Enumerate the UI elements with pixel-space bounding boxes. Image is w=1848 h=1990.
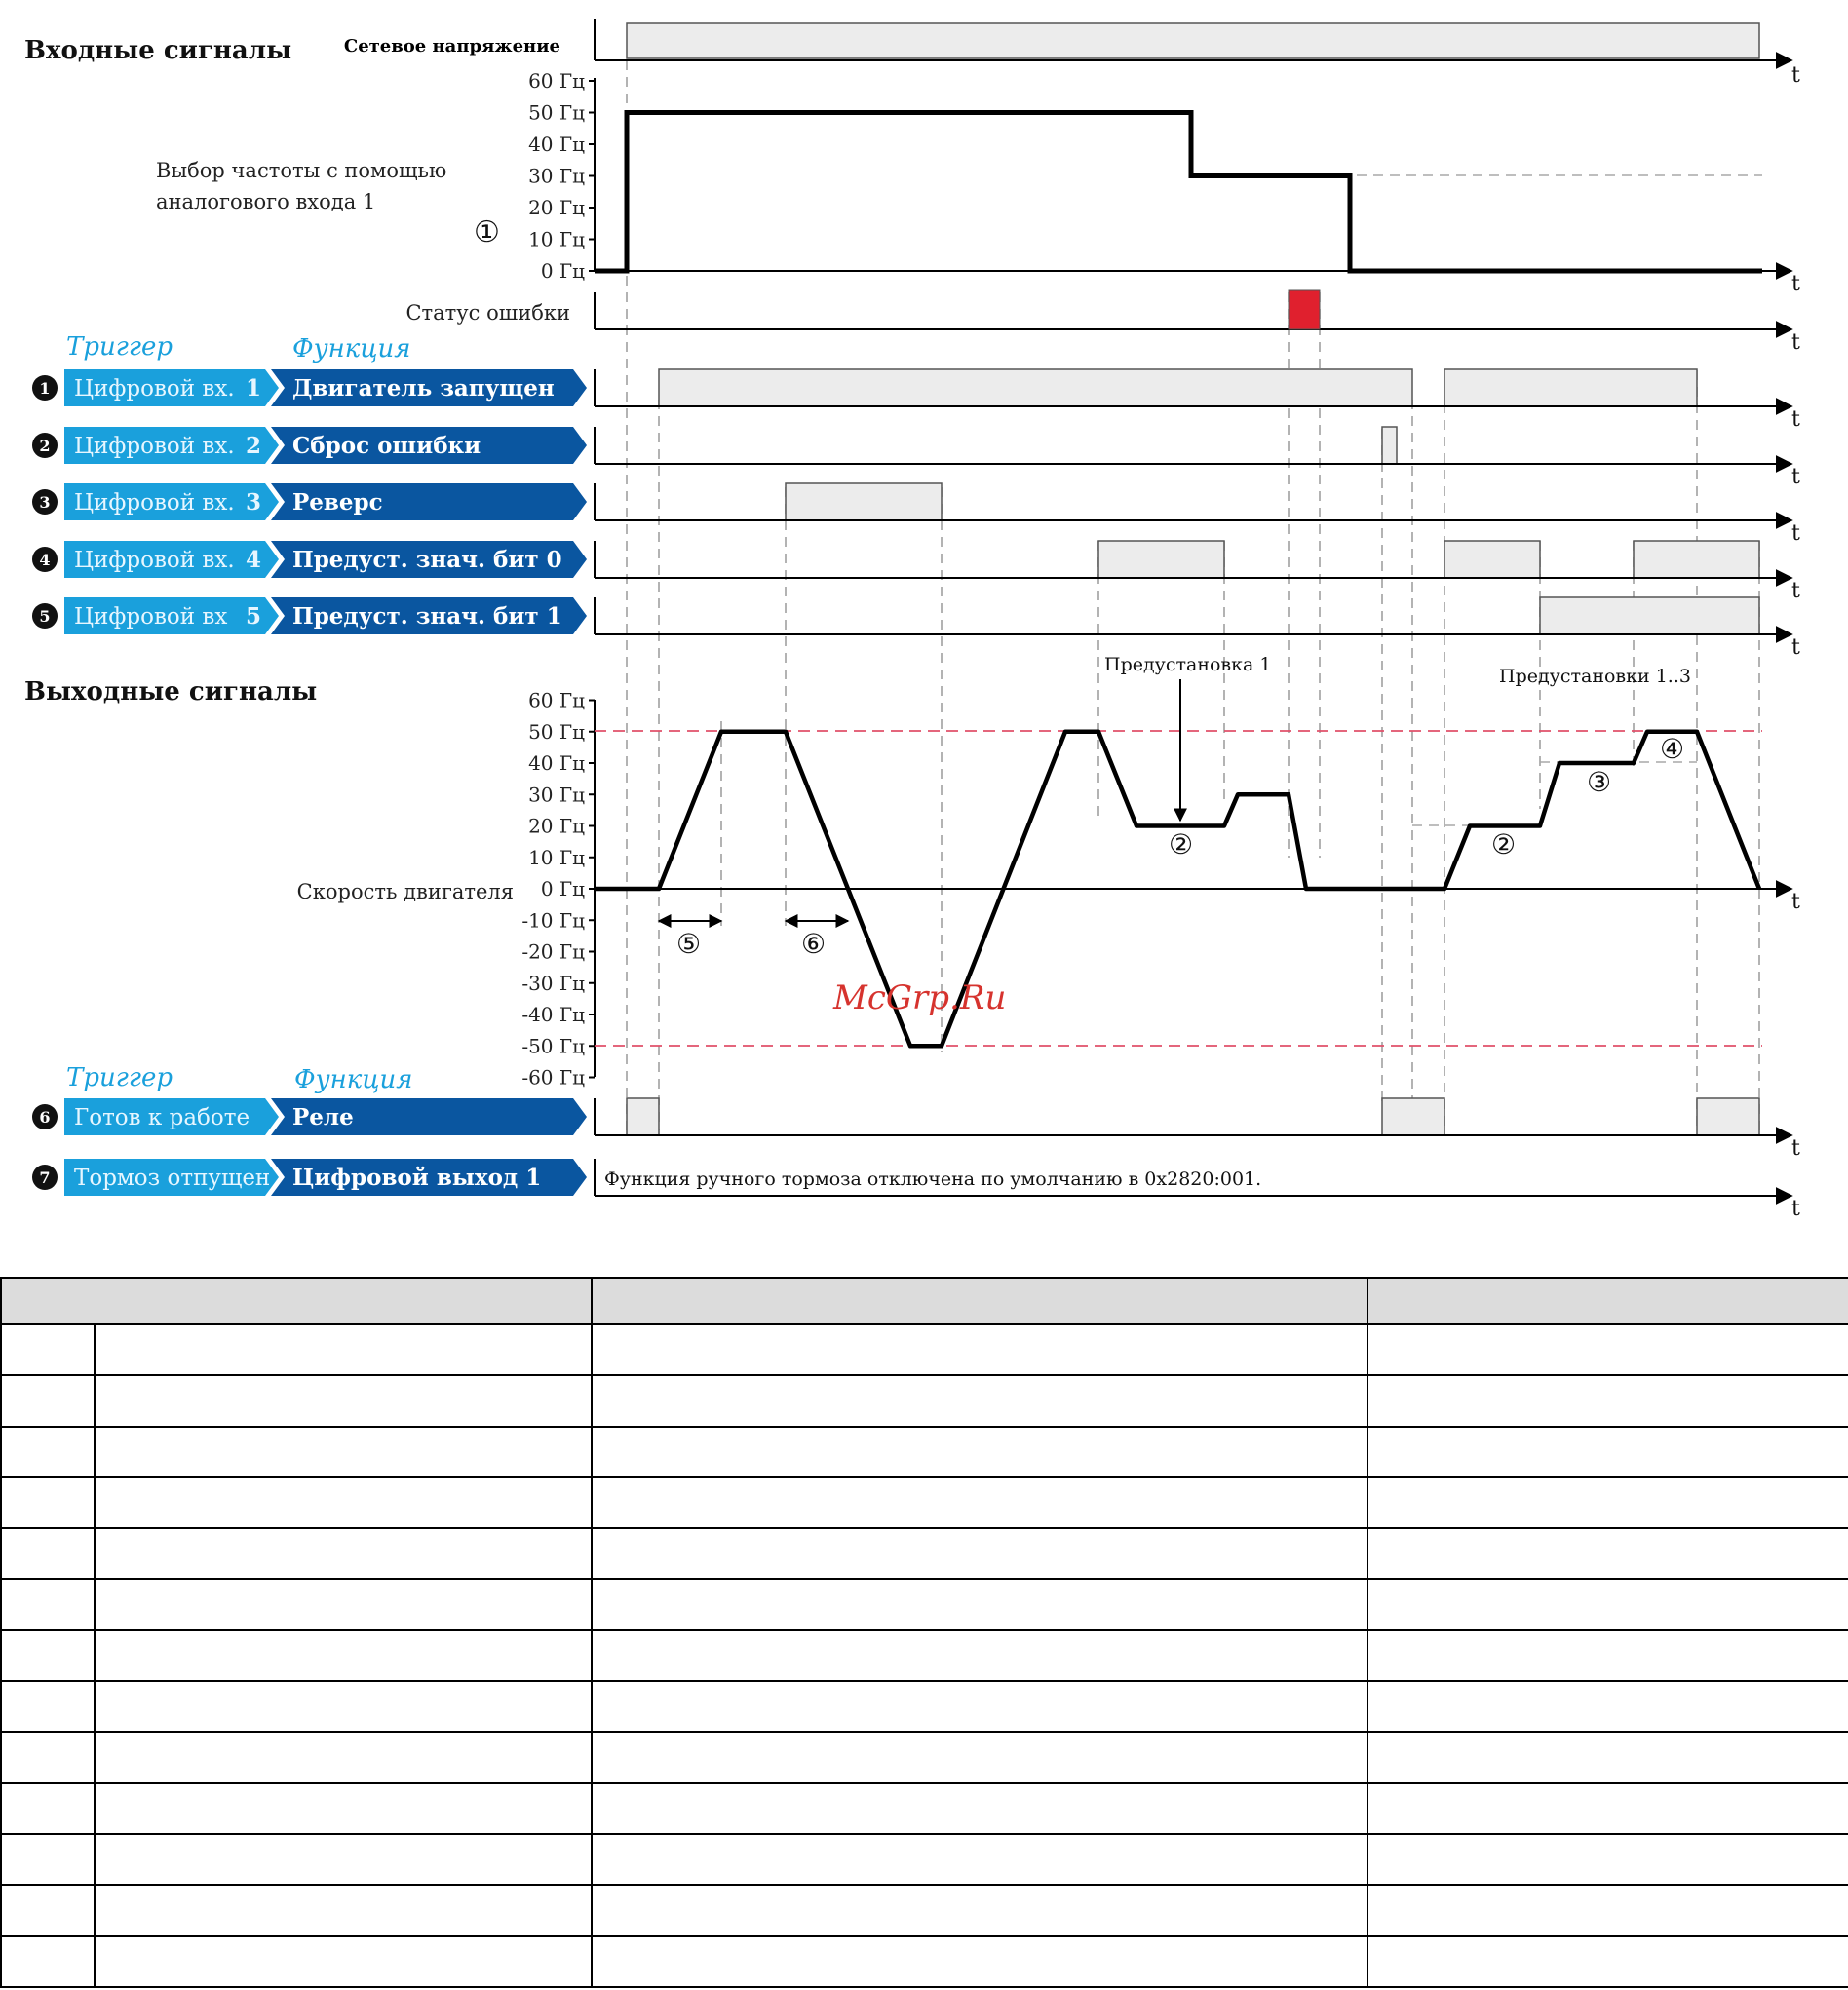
legend-table-cell — [592, 1528, 1367, 1579]
freq-tick-label: 0 Гц — [540, 259, 585, 283]
legend-table-cell — [95, 1834, 592, 1885]
legend-header-cell — [1, 1278, 592, 1324]
input-freq-ticks — [528, 69, 595, 283]
row-number: 2 — [39, 437, 51, 455]
time-axis-label: t — [1791, 579, 1800, 603]
legend-table-cell — [1367, 1579, 1848, 1629]
motor-speed-label: Скорость двигателя — [296, 880, 514, 903]
legend-table-cell — [95, 1528, 592, 1579]
legend-table-header — [1, 1278, 1848, 1324]
speed-tick-label: -20 Гц — [521, 939, 585, 964]
legend-table-cell — [95, 1936, 592, 1987]
trigger-label: Цифровой вх. — [74, 434, 235, 459]
output-row-6 — [32, 1098, 1800, 1161]
speed-tick-label: -30 Гц — [521, 971, 585, 995]
time-axis-label: t — [1791, 63, 1800, 88]
trigger-index: 1 — [246, 375, 262, 402]
signal-pulse — [1382, 427, 1397, 464]
function-label: Цифровой выход 1 — [292, 1165, 542, 1191]
legend-table-cell — [1367, 1427, 1848, 1477]
function-label: Предуст. знач. бит 0 — [292, 547, 562, 573]
error-pulse — [1289, 290, 1320, 329]
legend-table-cell — [95, 1681, 592, 1732]
legend-table — [0, 1277, 1848, 1988]
digital-input-row-4 — [32, 541, 1800, 603]
legend-table-cell — [1367, 1681, 1848, 1732]
mains-signal — [595, 19, 1800, 88]
legend-table-cell — [95, 1579, 592, 1629]
outputs-header: Выходные сигналы — [24, 677, 318, 707]
trigger-index: 3 — [246, 489, 262, 516]
freq-tick-label: 50 Гц — [528, 100, 585, 125]
trigger-label: Цифровой вх — [74, 604, 228, 630]
svg-text:⑤: ⑤ — [676, 928, 702, 960]
legend-table-cell — [1367, 1477, 1848, 1528]
legend-table-row — [1, 1477, 1848, 1528]
digital-input-rows — [32, 369, 1800, 660]
digital-input-row-1 — [32, 369, 1800, 432]
legend-table-row — [1, 1732, 1848, 1782]
legend-table-cell — [1, 1834, 95, 1885]
svg-text:t: t — [1791, 272, 1800, 296]
legend-table-cell — [95, 1324, 592, 1375]
function-label: Реверс — [292, 489, 383, 516]
legend-table-row — [1, 1834, 1848, 1885]
watermark: McGrp.Ru — [833, 978, 1007, 1017]
trigger-index: 2 — [246, 433, 262, 459]
trigger-header-output: Триггер — [66, 1063, 173, 1092]
legend-table-cell — [592, 1732, 1367, 1782]
inputs-header: Входные сигналы — [24, 36, 292, 65]
freq-tick-label: 60 Гц — [528, 69, 585, 93]
speed-tick-label: 60 Гц — [528, 688, 585, 712]
legend-table-cell — [1, 1324, 95, 1375]
signal-pulse — [1444, 369, 1697, 406]
signal-pulse — [659, 369, 1412, 406]
row-number: 5 — [39, 607, 51, 626]
function-header: Функция — [292, 334, 411, 364]
signal-pulse — [627, 1098, 659, 1135]
time-axis-label: t — [1791, 521, 1800, 546]
legend-table-cell — [592, 1579, 1367, 1629]
legend-table-cell — [592, 1885, 1367, 1935]
speed-tick-label: 40 Гц — [528, 751, 585, 775]
time-axis-label: t — [1791, 465, 1800, 489]
legend-table-cell — [95, 1885, 592, 1935]
freq-tick-label: 10 Гц — [528, 227, 585, 251]
speed-tick-label: -10 Гц — [521, 908, 585, 933]
row-number: 4 — [39, 551, 51, 569]
digital-input-row-2 — [32, 427, 1800, 489]
legend-table-row — [1, 1375, 1848, 1426]
legend-table-cell — [1, 1732, 95, 1782]
legend-table-cell — [1367, 1885, 1848, 1935]
legend-table-cell — [592, 1324, 1367, 1375]
error-status-label: Статус ошибки — [405, 301, 570, 325]
legend-table-cell — [1, 1630, 95, 1681]
function-label: Двигатель запущен — [292, 375, 555, 402]
row-number: 7 — [39, 1168, 51, 1187]
legend-table-row — [1, 1783, 1848, 1834]
legend-table-cell — [1, 1783, 95, 1834]
svg-text:⑥: ⑥ — [801, 928, 827, 960]
timing-guides — [627, 60, 1759, 1130]
legend-table-row — [1, 1528, 1848, 1579]
signal-pulse — [1444, 541, 1540, 578]
speed-tick-label: 20 Гц — [528, 814, 585, 838]
trigger-label: Готов к работе — [74, 1105, 250, 1130]
error-status-axis — [595, 292, 1800, 355]
legend-table-cell — [1, 1936, 95, 1987]
legend-table-cell — [95, 1630, 592, 1681]
output-rows — [32, 1098, 1800, 1221]
legend-table-cell — [95, 1477, 592, 1528]
legend-table-cell — [1, 1681, 95, 1732]
row-number: 3 — [39, 493, 51, 512]
svg-text:t: t — [1791, 890, 1800, 914]
legend-table-cell — [1, 1477, 95, 1528]
function-label: Сброс ошибки — [292, 433, 481, 459]
legend-table-cell — [592, 1936, 1367, 1987]
trigger-label: Цифровой вх. — [74, 490, 235, 516]
legend-table-cell — [592, 1477, 1367, 1528]
speed-tick-label: 0 Гц — [540, 877, 585, 900]
legend-table-row — [1, 1427, 1848, 1477]
legend-table-cell — [1367, 1732, 1848, 1782]
legend-table-cell — [1367, 1783, 1848, 1834]
legend-table-row — [1, 1324, 1848, 1375]
legend-table-cell — [1, 1375, 95, 1426]
signal-pulse — [1697, 1098, 1759, 1135]
accel-time-marker — [659, 921, 721, 960]
legend-table-cell — [1367, 1324, 1848, 1375]
signal-pulse — [1382, 1098, 1444, 1135]
time-axis-label: t — [1791, 1197, 1800, 1221]
digital-input-row-5 — [32, 597, 1800, 660]
circled-marker-2b: ② — [1491, 828, 1517, 861]
speed-tick-label: 50 Гц — [528, 719, 585, 744]
legend-table-cell — [592, 1834, 1367, 1885]
brake-note: Функция ручного тормоза отключена по умолчанию в 0x2820:001. — [604, 1168, 1262, 1190]
trigger-index: 5 — [246, 603, 262, 630]
presets13-annotation: Предустановки 1..3 — [1499, 666, 1691, 687]
svg-text:t: t — [1791, 330, 1800, 355]
circled-marker-1: ① — [474, 215, 500, 249]
preset1-annotation: Предустановка 1 — [1104, 654, 1272, 675]
legend-table-row — [1, 1936, 1848, 1987]
decel-time-marker — [786, 921, 848, 960]
freq-select-label-line2: аналогового входа 1 — [156, 190, 376, 213]
legend-table-cell — [592, 1375, 1367, 1426]
freq-tick-label: 30 Гц — [528, 164, 585, 188]
row-number: 1 — [39, 379, 51, 398]
legend-header-cell — [592, 1278, 1367, 1324]
legend-table-cell — [1367, 1630, 1848, 1681]
digital-input-row-3 — [32, 483, 1800, 546]
speed-ticks — [521, 689, 595, 1090]
legend-table-row — [1, 1579, 1848, 1629]
signal-pulse — [1634, 541, 1759, 578]
legend-table-row — [1, 1885, 1848, 1935]
speed-tick-label: -60 Гц — [521, 1065, 585, 1090]
signal-pulse — [1098, 541, 1224, 578]
legend-table-cell — [1, 1885, 95, 1935]
trigger-label: Цифровой вх. — [74, 376, 235, 402]
legend-table-cell — [592, 1681, 1367, 1732]
legend-table-cell — [1, 1528, 95, 1579]
legend-table-cell — [1, 1579, 95, 1629]
freq-select-label-line1: Выбор частоты с помощью — [156, 159, 447, 182]
circled-marker-4: ④ — [1660, 733, 1685, 765]
function-header-output: Функция — [294, 1065, 413, 1094]
legend-table-cell — [592, 1630, 1367, 1681]
circled-marker-3: ③ — [1587, 766, 1612, 798]
legend-table-cell — [1367, 1834, 1848, 1885]
speed-tick-label: -40 Гц — [521, 1003, 585, 1026]
legend-table-cell — [1367, 1375, 1848, 1426]
trigger-label: Цифровой вх. — [74, 548, 235, 573]
trigger-label: Тормоз отпущен — [74, 1166, 271, 1191]
freq-tick-label: 40 Гц — [528, 133, 585, 156]
trigger-index: 4 — [246, 547, 262, 573]
function-label: Предуст. знач. бит 1 — [292, 603, 562, 630]
legend-table-cell — [1, 1427, 95, 1477]
signal-pulse — [1540, 597, 1759, 634]
legend-table-cell — [1367, 1528, 1848, 1579]
freq-select-curve — [595, 113, 1762, 272]
row-number: 6 — [39, 1108, 51, 1127]
speed-tick-label: 10 Гц — [528, 845, 585, 869]
trigger-header: Триггер — [66, 332, 173, 362]
legend-table-cell — [592, 1783, 1367, 1834]
circled-marker-2a: ② — [1169, 828, 1194, 861]
speed-tick-label: -50 Гц — [521, 1034, 585, 1058]
legend-header-cell — [1367, 1278, 1848, 1324]
legend-table-cell — [95, 1427, 592, 1477]
time-axis-label: t — [1791, 407, 1800, 432]
speed-tick-label: 30 Гц — [528, 783, 585, 807]
legend-table-cell — [95, 1375, 592, 1426]
legend-table-row — [1, 1630, 1848, 1681]
time-axis-label: t — [1791, 1136, 1800, 1161]
legend-table-cell — [95, 1783, 592, 1834]
freq-tick-label: 20 Гц — [528, 196, 585, 219]
signal-pulse — [786, 483, 942, 520]
motor-speed-axis — [595, 700, 1800, 1077]
legend-table-row — [1, 1681, 1848, 1732]
function-label: Реле — [292, 1104, 354, 1130]
mains-label: Сетевое напряжение — [343, 36, 560, 57]
legend-table-cell — [95, 1732, 592, 1782]
time-axis-label: t — [1791, 635, 1800, 660]
legend-table-cell — [592, 1427, 1367, 1477]
legend-table-cell — [1367, 1936, 1848, 1987]
